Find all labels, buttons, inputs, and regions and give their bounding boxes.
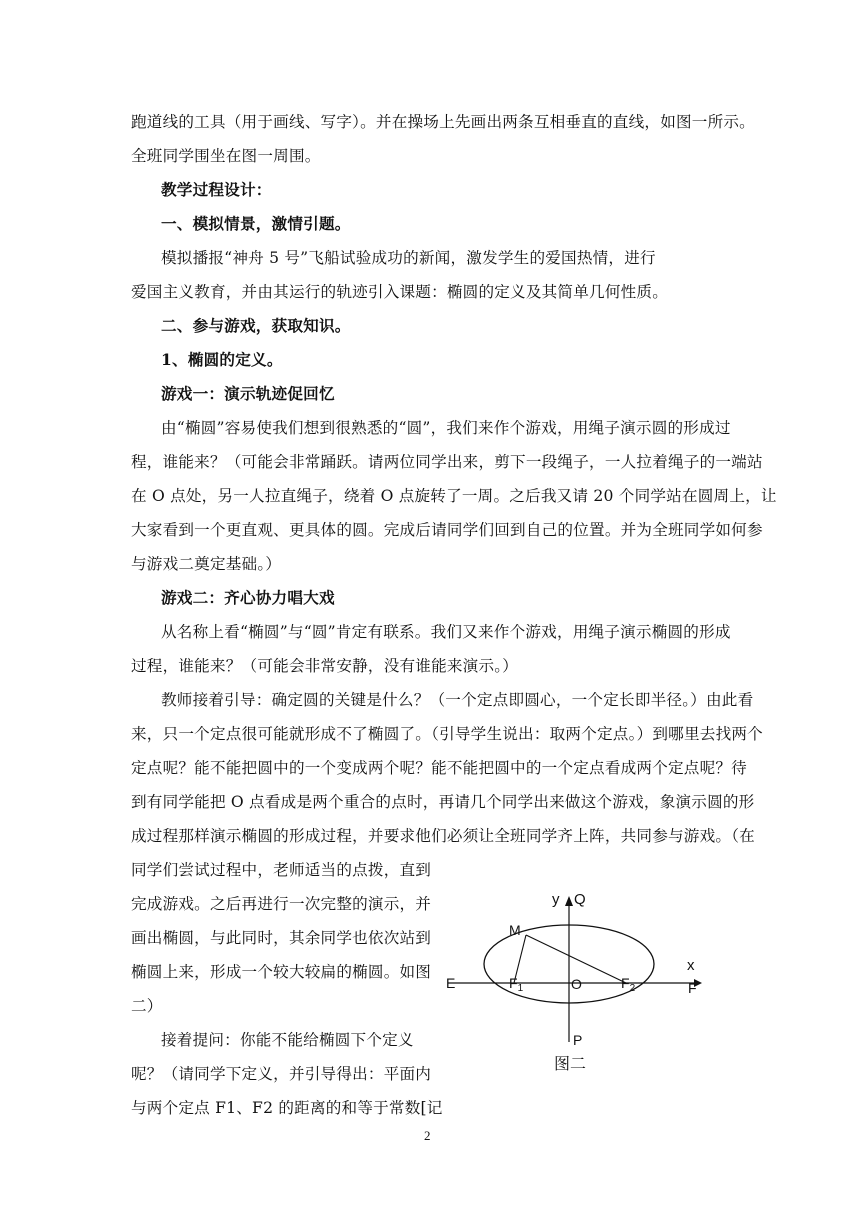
text-line: 教师接着引导：确定圆的关键是什么？（一个定点即圆心，一个定长即半径。）由此看 [161,691,754,709]
y-axis-arrow [565,896,573,906]
text-line: 模拟播报“神舟 5 号”飞船试验成功的新闻，激发学生的爱国热情，进行 [161,249,656,267]
text-line: 爱国主义教育，并由其运行的轨迹引入课题：椭圆的定义及其简单几何性质。 [131,283,668,301]
label-o: O [571,976,582,992]
text-line: 二） [131,997,163,1015]
text-line: 接着提问：你能不能给椭圆下个定义 [161,1031,414,1049]
text-line: 定点呢？能不能把圆中的一个变成两个呢？能不能把圆中的一个定点看成两个定点呢？待 [131,759,747,777]
text-line: 在 O 点处，另一人拉直绳子，绕着 O 点旋转了一周。之后我又请 20 个同学站在圆周上，让 [131,487,777,505]
section-heading: 游戏二：齐心协力唱大戏 [161,588,335,607]
section-heading: 1、椭圆的定义。 [161,350,283,369]
text-line: 程，谁能来？（可能会非常踊跃。请两位同学出来，剪下一段绳子，一人拉着绳子的一端站 [131,453,763,471]
text-line: 由“椭圆”容易使我们想到很熟悉的“圆”，我们来作个游戏，用绳子演示圆的形成过 [161,419,731,437]
section-heading: 一、模拟情景，激情引题。 [161,214,351,233]
text-line: 大家看到一个更直观、更具体的圆。完成后请同学们回到自己的位置。并为全班同学如何参 [131,521,763,539]
text-line: 跑道线的工具（用于画线、写字）。并在操场上先画出两条互相垂直的直线，如图一所示。 [131,113,755,131]
section-heading: 二、参与游戏，获取知识。 [161,316,351,335]
text-line: 椭圆上来，形成一个较大较扁的椭圆。如图 [131,963,432,981]
text-line: 到有同学能把 O 点看成是两个重合的点时，再请几个同学出来做这个游戏，象演示圆的形 [131,793,755,811]
text-line: 与游戏二奠定基础。） [131,555,282,573]
text-line: 全班同学围坐在图一周围。 [131,147,321,165]
label-e: E [446,975,456,991]
label-x: x [687,957,695,974]
text-line: 呢？（请同学下定义，并引导得出：平面内 [131,1065,432,1083]
ellipse-figure [436,880,726,1080]
text-line: 来，只一个定点很可能就形成不了椭圆了。（引导学生说出：取两个定点。）到哪里去找两个 [131,725,763,743]
label-f2: $F_2$ [621,975,636,994]
text-line: 与两个定点 F1、F2 的距离的和等于常数[记 [131,1099,443,1117]
section-heading: 教学过程设计： [161,180,272,199]
label-p: P [573,1032,583,1048]
label-f: F [688,980,697,996]
text-line: 画出椭圆，与此同时，其余同学也依次站到 [131,929,432,947]
section-heading: 游戏一：演示轨迹促回忆 [161,384,335,403]
figure-caption: 图二 [554,1056,587,1073]
label-f1: $F_1$ [509,975,524,994]
label-m: M [509,922,521,938]
text-line: 过程，谁能来？（可能会非常安静，没有谁能来演示。） [131,657,519,675]
label-q: Q [574,891,586,908]
text-line: 成过程那样演示椭圆的形成过程，并要求他们必须让全班同学齐上阵，共同参与游戏。（在 [131,827,755,845]
text-line: 完成游戏。之后再进行一次完整的演示，并 [131,895,432,913]
page-number: 2 [424,1128,431,1143]
text-line: 同学们尝试过程中，老师适当的点拨，直到 [131,861,432,879]
label-y: y [552,891,560,908]
text-line: 从名称上看“椭圆”与“圆”肯定有联系。我们又来作个游戏，用绳子演示椭圆的形成 [161,623,731,641]
